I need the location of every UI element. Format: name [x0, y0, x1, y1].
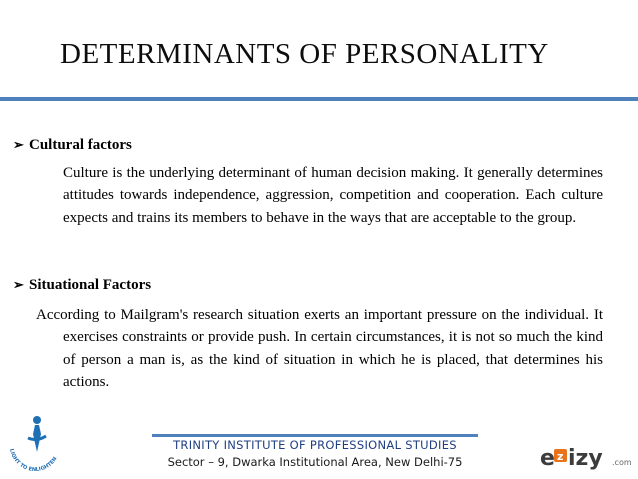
section-heading-situational [13, 277, 151, 294]
section-body-situational: According to Mailgram's research situation exerts an important pressure on the individual. It exercises constraints or provide push. In certain circumstances, it is not so much the kind of person a man is, as the kind of situation in which he is placed, that determines his actions. [36, 307, 603, 390]
svg-text:e: e [540, 446, 555, 471]
footer-organization: TRINITY INSTITUTE OF PROFESSIONAL STUDIES [173, 438, 457, 452]
eazy-logo [540, 443, 636, 471]
eazy-logo-icon [540, 443, 636, 471]
logo-motto: LIGHT TO ENLIGHTEN [8, 448, 59, 474]
footer-address: Sector – 9, Dwarka Institutional Area, New Delhi-75 [167, 455, 463, 469]
institute-logo [4, 412, 66, 474]
section-body-cultural: Culture is the underlying determinant of human decision making. It generally determines attitudes towards independence, aggression, competition and cooperation. Each culture expects and trains its members to behave in the ways that are acceptable to the group. [63, 165, 603, 226]
footer-divider [152, 434, 478, 437]
slide-title: DETERMINANTS OF PERSONALITY [60, 38, 549, 70]
section-heading-text: Situational Factors [29, 277, 152, 293]
title-underline [0, 97, 638, 101]
eazy-suffix: .com [612, 458, 632, 467]
torch-logo-icon [4, 412, 66, 474]
section-heading-cultural [13, 137, 132, 154]
svg-text:izy: izy [568, 446, 603, 471]
section-heading-text: Cultural factors [29, 137, 132, 153]
svg-text:z: z [557, 450, 564, 463]
arrow-bullet-icon: ➢ [13, 137, 24, 152]
arrow-bullet-icon: ➢ [13, 277, 24, 292]
svg-text:LIGHT TO ENLIGHTEN [8, 448, 58, 473]
